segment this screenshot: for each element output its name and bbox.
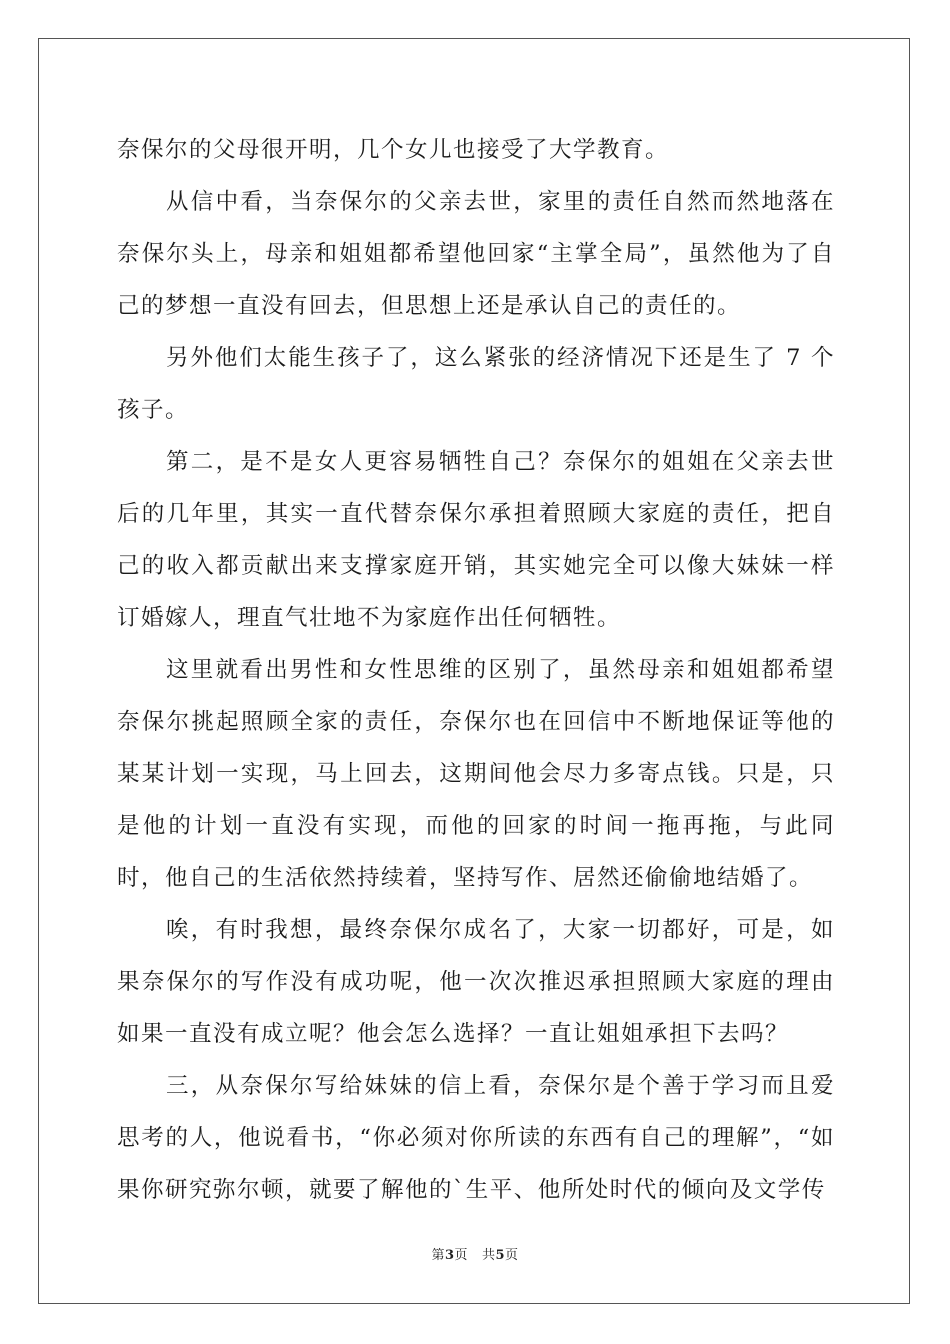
page-footer: [0, 1244, 950, 1263]
paragraph-5: 这里就看出男性和女性思维的区别了，虽然母亲和姐姐都希望奈保尔挑起照顾全家的责任，奈保尔也在回信中不断地保证等他的某某计划一实现，马上回去，这期间他会尽力多寄点钱。只是，只是他的计划一直没有实现，而他的回家的时间一拖再拖，与此同时，他自己的生活依然持续着，坚持写作、居然还偷偷地结婚了。: [117, 657, 835, 891]
footer-total-prefix: 共: [481, 1248, 496, 1263]
footer-page-word: 页: [454, 1248, 469, 1263]
paragraph-6: 唉，有时我想，最终奈保尔成名了，大家一切都好，可是，如果奈保尔的写作没有成功呢，他一次次推迟承担照顾大家庭的理由如果一直没有成立呢？他会怎么选择？一直让姐姐承担下去吗？: [117, 917, 835, 1047]
footer-current-page: 3: [444, 1248, 455, 1263]
document-body: [117, 124, 835, 1216]
paragraph-2: 从信中看，当奈保尔的父亲去世，家里的责任自然而然地落在奈保尔头上，母亲和姐姐都希望他回家“主掌全局”，虽然他为了自己的梦想一直没有回去，但思想上还是承认自己的责任的。: [117, 189, 835, 319]
paragraph-4: 第二，是不是女人更容易牺牲自己？奈保尔的姐姐在父亲去世后的几年里，其实一直代替奈保尔承担着照顾大家庭的责任，把自己的收入都贡献出来支撑家庭开销，其实她完全可以像大妹妹一样订婚嫁人，理直气壮地不为家庭作出任何牺牲。: [117, 449, 835, 631]
footer-total-pages: 5: [495, 1248, 506, 1263]
footer-total-suffix: 页: [505, 1248, 519, 1263]
footer-prefix: 第: [431, 1248, 445, 1263]
paragraph-7: 三，从奈保尔写给妹妹的信上看，奈保尔是个善于学习而且爱思考的人，他说看书，“你必须对你所读的东西有自己的理解”，“如果你研究弥尔顿，就要了解他的`生平、他所处时代的倾向及文学传: [117, 1073, 835, 1203]
paragraph-3: 另外他们太能生孩子了，这么紧张的经济情况下还是生了 7 个孩子。: [117, 345, 835, 423]
paragraph-1: 奈保尔的父母很开明，几个女儿也接受了大学教育。: [117, 137, 670, 163]
